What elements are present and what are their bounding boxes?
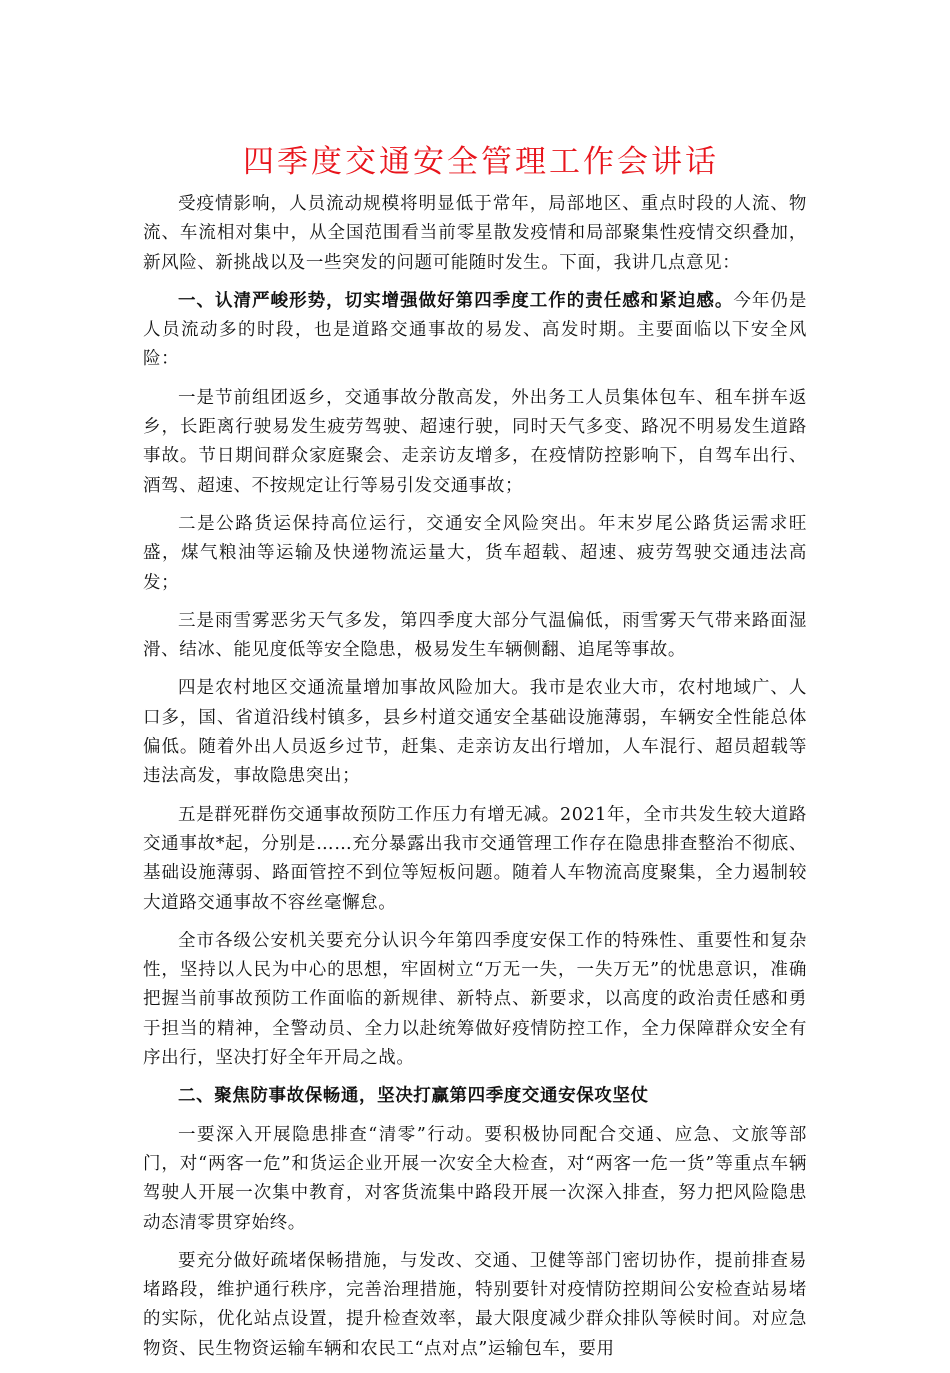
risk-paragraph-3: 三是雨雪雾恶劣天气多发，第四季度大部分气温偏低，雨雪雾天气带来路面湿滑、结冰、能见度低等安全隐患，极易发生车辆侧翻、追尾等事故。 (143, 610, 807, 661)
risk-paragraph-4: 四是农村地区交通流量增加事故风险加大。我市是农业大市，农村地域广、人口多，国、省道沿线村镇多，县乡村道交通安全基础设施薄弱，车辆安全性能总体偏低。随着外出人员返乡过节，赶集、走亲访友出行增加，人车混行、超员超载等违法高发，事故隐患突出； (143, 678, 807, 787)
section1-text: 今年仍是人员流动多的时段，也是道路交通事故的易发、高发时期。主要面临以下安全风险： (143, 290, 807, 370)
section1-heading: 一、认清严峻形势，切实增强做好第四季度工作的责任感和紧迫感。 (178, 290, 734, 311)
intro-paragraph: 受疫情影响，人员流动规模将明显低于常年，局部地区、重点时段的人流、物流、车流相对集中，从全国范围看当前零星散发疫情和局部聚集性疫情交织叠加，新风险、新挑战以及一些突发的问题可能随时发生。下面，我讲几点意见： (143, 194, 807, 273)
measure-paragraph-2: 要充分做好疏堵保畅措施，与发改、交通、卫健等部门密切协作，提前排查易堵路段，维护通行秩序，完善治理措施，特别要针对疫情防控期间公安检查站易堵的实际，优化站点设置，提升检查效率，最大限度减少群众排队等候时间。对应急物资、民生物资运输车辆和农民工“点对点”运输包车，要用 (143, 1250, 807, 1359)
risk-paragraph-5: 五是群死群伤交通事故预防工作压力有增无减。2021年，全市共发生较大道路交通事故*起，分别是……充分暴露出我市交通管理工作存在隐患排查整治不彻底、基础设施薄弱、路面管控不到位等短板问题。随着人车物流高度聚集，全力遏制较大道路交通事故不容丝毫懈怠。 (143, 804, 807, 913)
risk-paragraph-1: 一是节前组团返乡，交通事故分散高发，外出务工人员集体包车、租车拼车返乡，长距离行驶易发生疲劳驾驶、超速行驶，同时天气多变、路况不明易发生道路事故。节日期间群众家庭聚会、走亲访友增多，在疫情防控影响下，自驾车出行、酒驾、超速、不按规定让行等易引发交通事故； (143, 387, 807, 496)
section2-heading: 二、聚焦防事故保畅通，坚决打赢第四季度交通安保攻坚仗 (178, 1086, 649, 1107)
measure-paragraph-1: 一要深入开展隐患排查“清零”行动。要积极协同配合交通、应急、文旅等部门，对“两客一危”和货运企业开展一次安全大检查，对“两客一危一货”等重点车辆驾驶人开展一次集中教育，对客货流集中路段开展一次深入排查，努力把风险隐患动态清零贯穿始终。 (143, 1124, 807, 1233)
document-title: 四季度交通安全管理工作会讲话 (243, 144, 719, 180)
document-page (143, 140, 807, 1373)
summary-paragraph: 全市各级公安机关要充分认识今年第四季度安保工作的特殊性、重要性和复杂性，坚持以人民为中心的思想，牢固树立“万无一失，一失万无”的忧患意识，准确把握当前事故预防工作面临的新规律、新特点、新要求，以高度的政治责任感和勇于担当的精神，全警动员、全力以赴统筹做好疫情防控工作，全力保障群众安全有序出行，坚决打好全年开局之战。 (143, 930, 807, 1069)
risk-paragraph-2: 二是公路货运保持高位运行，交通安全风险突出。年末岁尾公路货运需求旺盛，煤气粮油等运输及快递物流运量大，货车超载、超速、疲劳驾驶交通违法高发； (143, 513, 807, 593)
section1-paragraph (143, 287, 807, 375)
